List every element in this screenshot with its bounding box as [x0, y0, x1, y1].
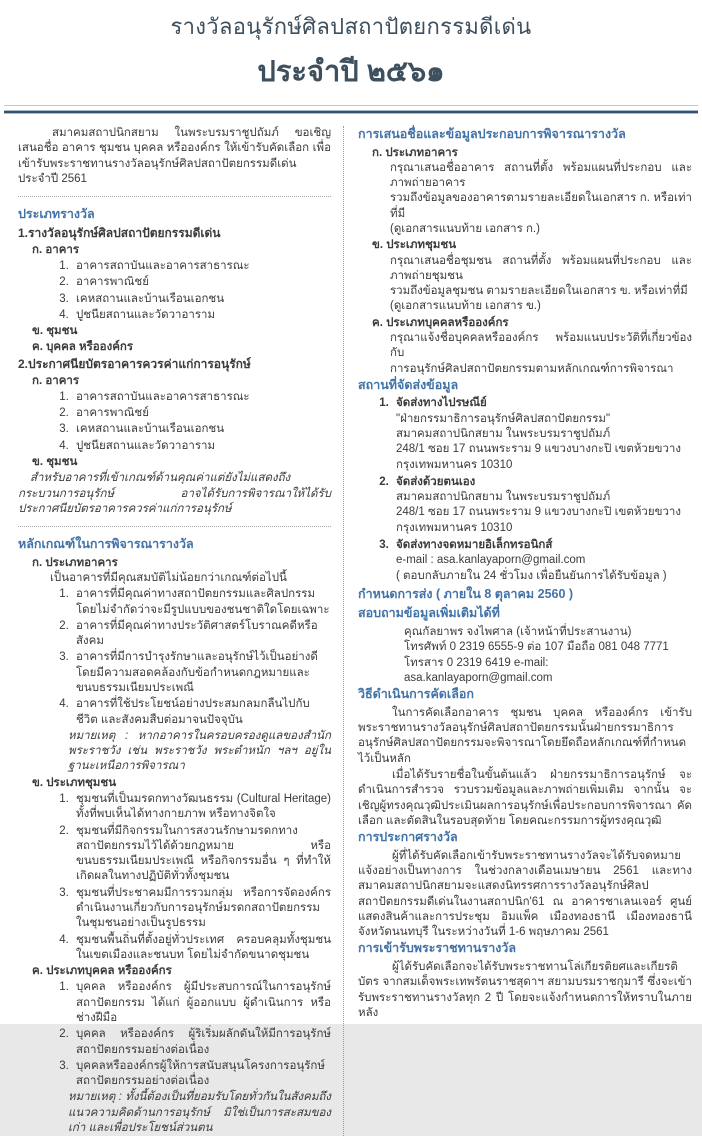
two-column-body: [0, 114, 702, 1136]
section-heading-contact: สอบถามข้อมูลเพิ่มเติมได้ที่: [358, 606, 500, 621]
text-line: รวมถึงข้อมูลของอาคารตามรายละเอียดในเอกสาร ก. หรือเท่าที่มี: [390, 192, 692, 220]
text-line: กรุงเทพมหานคร 10310: [396, 521, 513, 534]
list-item: 2. อาคารพาณิชย์: [72, 406, 331, 421]
section-separator: [18, 526, 331, 527]
criteria-a-lead: เป็นอาคารที่มีคุณสมบัติไม่น้อยกว่าเกณฑ์ต่อไปนี้: [50, 572, 287, 585]
section-heading-announcement: การประกาศรางวัล: [358, 830, 458, 845]
intro-paragraph: สมาคมสถาปนิกสยาม ในพระบรมราชูปถัมภ์ ขอเชิญเสนอชื่อ อาคาร ชุมชน บุคคล หรือองค์กร ให้เข้ารับคัดเลือก เพื่อเข้ารับพระราชทานรางวัลอนุรักษ์ศิลปสถาปัตยกรรมดีเด่น ประจำปี 2561: [18, 127, 331, 185]
right-column: [343, 126, 692, 1136]
award-group1-a-list: [54, 259, 331, 323]
section-heading-submission: สถานที่จัดส่งข้อมูล: [358, 377, 459, 392]
contact-fax-email: โทรสาร 0 2319 6419 e-mail: asa.kanlayaporn@gmail.com: [404, 656, 553, 684]
text-line: 248/1 ซอย 17 ถนนพระราม 9 แขวงบางกะปิ เขตห้วยขวาง: [396, 443, 682, 456]
criteria-b-list: [54, 792, 331, 963]
contact-person: คุณกัลยาพร จงไพศาล (เจ้าหน้าที่ประสานงาน): [404, 626, 632, 639]
text-line: ( ตอบกลับภายใน 24 ชั่วโมง เพื่อยืนยันการได้รับข้อมูล ): [396, 569, 667, 582]
text-line: กรุณาแจ้งชื่อบุคคลหรือองค์กร พร้อมแนบประวัติที่เกี่ยวข้องกับ: [390, 332, 692, 360]
list-item: 2. บุคคล หรือองค์กร ผู้ริเริ่มผลักดันให้มีการอนุรักษ์สถาปัตยกรรมอย่างต่อเนื่อง: [72, 1027, 331, 1058]
header-divider-light-line: [4, 105, 698, 106]
submission-item: [392, 538, 692, 584]
list-item: 4. ปูชนียสถานและวัดวาอาราม: [72, 308, 331, 323]
document-header: [0, 0, 702, 114]
text-line: (ดูเอกสารแนบท้าย เอกสาร ข.): [390, 300, 541, 313]
section-heading-selection: วิธีดำเนินการคัดเลือก: [358, 687, 474, 702]
award-group1-a-label: ก. อาคาร: [32, 243, 80, 256]
section-heading-royal-award: การเข้ารับพระราชทานรางวัล: [358, 941, 516, 956]
award-group1-b-label: ข. ชุมชน: [32, 325, 78, 338]
text-line: รวมถึงข้อมูลชุมชน ตามรายละเอียดในเอกสาร ข. หรือเท่าที่มี: [390, 285, 688, 298]
list-item: 2. อาคารที่มีคุณค่าทางประวัติศาสตร์โบราณคดีหรือสังคม: [72, 619, 331, 650]
submission-item: [392, 396, 692, 472]
royal-award-paragraph: ผู้ได้รับคัดเลือกจะได้รับพระราชทานโล่เกียรติยศและเกียรติบัตร จากสมเด็จพระเทพรัตนราชสุดาฯ สยามบรมราชกุมารี ซึ่งจะเข้ารับพระราชทานรางวัลทุก 2 ปี โดยจะแจ้งกำหนดการให้ทราบในภายหลัง: [358, 961, 692, 1019]
award-group2-title: 2.ประกาศนียบัตรอาคารควรค่าแก่การอนุรักษ์: [18, 356, 251, 371]
text-line: กรุณาเสนอชื่ออาคาร สถานที่ตั้ง พร้อมแผนที่ประกอบ และภาพถ่ายอาคาร: [390, 161, 692, 190]
award-group1-c-label: ค. บุคคล หรือองค์กร: [32, 341, 134, 354]
list-item: 4. ชุมชนพื้นถิ่นที่ตั้งอยู่ทั่วประเทศ ครอบคลุมทั้งชุมชนในเขตเมืองและชนบท โดยไม่จำกัดขนาดชุมชน: [72, 933, 331, 964]
text-line: การอนุรักษ์ศิลปสถาปัตยกรรมตามหลักเกณฑ์การพิจารณา: [390, 362, 674, 375]
text-line: สมาคมสถาปนิกสยาม ในพระบรมราชูปถัมภ์: [396, 491, 611, 504]
section-separator: [18, 196, 331, 197]
criteria-c-list: [54, 980, 331, 1089]
nomination-a-label: ก. ประเภทอาคาร: [372, 146, 458, 159]
contact-block: [404, 625, 692, 686]
left-column: [18, 126, 343, 1136]
criteria-a-label: ก. ประเภทอาคาร: [32, 556, 118, 569]
award-group2-a-list: [54, 390, 331, 454]
submission-list: [376, 396, 692, 583]
criteria-c-label: ค. ประเภทบุคคล หรือองค์กร: [32, 965, 172, 978]
contact-phone: โทรศัพท์ 0 2319 6555-9 ต่อ 107 มือถือ 081 048 7771: [404, 641, 669, 654]
header-divider: [4, 105, 698, 114]
section-heading-nomination: การเสนอชื่อและข้อมูลประกอบการพิจารณารางวัล: [358, 127, 626, 141]
list-item: 1. อาคารสถาบันและอาคารสาธารณะ: [72, 259, 331, 274]
nomination-c-label: ค. ประเภทบุคคลหรือองค์กร: [372, 316, 509, 329]
list-item: 3. เคหสถานและบ้านเรือนเอกชน: [72, 422, 331, 437]
list-item: 3. ชุมชนที่ประชาคมมีการรวมกลุ่ม หรือการจัดองค์กร ดำเนินงานเกี่ยวกับการอนุรักษ์มรดกสถาปัตยกรรมในชุมชนอย่างเป็นรูปธรรม: [72, 886, 331, 932]
list-item: 1. บุคคล หรือองค์กร ผู้มีประสบการณ์ในการอนุรักษ์สถาปัตยกรรม ได้แก่ ผู้ออกแบบ ผู้ดำเนินการ หรือช่างฝีมือ: [72, 980, 331, 1026]
list-item: 3. เคหสถานและบ้านเรือนเอกชน: [72, 292, 331, 307]
text-line: สมาคมสถาปนิกสยาม ในพระบรมราชูปถัมภ์: [396, 428, 611, 441]
list-item: 1. อาคารสถาบันและอาคารสาธารณะ: [72, 390, 331, 405]
submission-item: [392, 475, 692, 536]
award-group2-a-label: ก. อาคาร: [32, 374, 80, 387]
selection-paragraph-1: ในการคัดเลือกอาคาร ชุมชน บุคคล หรือองค์กร เข้ารับพระราชทานรางวัลอนุรักษ์ศิลปสถาปัตยกรรมนั้นฝ่ายกรรมาธิการอนุรักษ์ศิลปสถาปัตยกรรมจะพิจารณาโดยยึดถือหลักเกณฑ์ที่กำหนดไว้เป็นหลัก: [358, 706, 692, 765]
page-title: รางวัลอนุรักษ์ศิลปสถาปัตยกรรมดีเด่น: [170, 14, 532, 39]
nomination-b-body: [390, 254, 692, 315]
nomination-a-body: [390, 161, 692, 237]
criteria-b-label: ข. ประเภทชุมชน: [32, 776, 117, 789]
list-item: 2. ชุมชนที่มีกิจกรรมในการสงวนรักษามรดกทางสถาปัตยกรรมไว้ได้ด้วยกฎหมาย หรือขนบธรรมเนียมประเพณี หรือกิจกรรมอื่น ๆ ที่ทำให้เกิดผลในทางปฏิบัติทั่วทั้งชุมชน: [72, 824, 331, 885]
list-item: 4. อาคารที่ใช้ประโยชน์อย่างประสมกลมกลืนไปกับชีวิต และสังคมสืบต่อมาจนปัจจุบัน: [72, 697, 331, 728]
list-item: 1. ชุมชนที่เป็นมรดกทางวัฒนธรรม (Cultural Heritage) ทั้งที่พบเห็นได้ทางกายภาพ หรือทางจิตใจ: [72, 792, 331, 823]
award-group2-b-label: ข. ชุมชน: [32, 456, 78, 469]
list-item: 3. อาคารที่มีการบำรุงรักษาและอนุรักษ์ไว้เป็นอย่างดี โดยมีความสอดคล้องกับข้อกำหนดกฎหมายและขนบธรรมเนียมประเพณี: [72, 650, 331, 696]
section-heading-deadline: กำหนดการส่ง ( ภายใน 8 ตุลาคม 2560 ): [358, 586, 574, 601]
announcement-paragraph: ผู้ที่ได้รับคัดเลือกเข้ารับพระราชทานรางวัลจะได้รับจดหมายแจ้งอย่างเป็นทางการ ในช่วงกลางเดือนเมษายน 2561 และทางสมาคมสถาปนิกสยามจะแสดงนิทรรศการรางวัลอนุรักษ์ศิลปสถาปัตยกรรมดีเด่นในงานสถาปนิก'61 ณ อาคารชาเลนเจอร์ ศูนย์แสดงสินค้าและการประชุม อิมแพ็ค เมืองทองธานี เมืองทองธานี จังหวัดนนทบุรี ในระหว่างวันที่ 1-6 พฤษภาคม 2561: [358, 849, 692, 939]
text-line: "ฝ่ายกรรมาธิการอนุรักษ์ศิลปสถาปัตยกรรม": [396, 412, 611, 425]
list-item: 1. อาคารที่มีคุณค่าทางสถาปัตยกรรมและศิลปกรรม โดยไม่จำกัดว่าจะมีรูปแบบของชนชาติใดโดยเฉพาะ: [72, 587, 331, 618]
award-group2-note: สำหรับอาคารที่เข้าเกณฑ์ด้านคุณค่าแต่ยังไม่แสดงถึงกระบวนการอนุรักษ์ อาจได้รับการพิจารณาให้ได้รับประกาศนียบัตรอาคารควรค่าแก่การอนุรักษ์: [18, 472, 331, 515]
list-item: 4. ปูชนียสถานและวัดวาอาราม: [72, 439, 331, 454]
criteria-a-note: หมายเหตุ : หากอาคารในครอบครองดูแลของสำนักพระราชวัง เช่น พระราชวัง พระตำหนัก ฯลฯ อยู่ในฐานะเหนือการพิจารณา: [68, 729, 331, 773]
nomination-b-label: ข. ประเภทชุมชน: [372, 239, 457, 252]
submission-item-label: 3. จัดส่งทางจดหมายอิเล็กทรอนิกส์: [396, 539, 553, 551]
submission-item-label: 2. จัดส่งด้วยตนเอง: [396, 475, 476, 488]
criteria-c-note: หมายเหตุ : ทั้งนี้ต้องเป็นที่ยอมรับโดยทั่วกันในสังคมถึงแนวความคิดด้านการอนุรักษ์ มิใช่เป็นการสะสมของเก่า และเพื่อประโยชน์ส่วนตน: [68, 1091, 331, 1134]
section-heading-award-types: ประเภทรางวัล: [18, 207, 95, 222]
text-line: กรุณาเสนอชื่อชุมชน สถานที่ตั้ง พร้อมแผนที่ประกอบ และภาพถ่ายชุมชน: [390, 254, 692, 282]
selection-paragraph-2: เมื่อได้รับรายชื่อในขั้นต้นแล้ว ฝ่ายกรรมาธิการอนุรักษ์ จะดำเนินการสำรวจ รวบรวมข้อมูลและภาพถ่ายเพิ่มเติม จากนั้น จะเชิญผู้ทรงคุณวุฒิประเมินผลการอนุรักษ์เพื่อประกอบการพิจารณา คัดเลือก และตัดสินในรอบสุดท้าย โดยคณะกรรมการผู้ทรงคุณวุฒิ: [358, 768, 692, 827]
submission-item-label: 1. จัดส่งทางไปรษณีย์: [396, 397, 487, 410]
text-line: กรุงเทพมหานคร 10310: [396, 458, 513, 471]
list-item: 3. บุคคลหรือองค์กรผู้ให้การสนับสนุนโครงการอนุรักษ์สถาปัตยกรรมอย่างต่อเนื่อง: [72, 1059, 331, 1090]
award-group1-title: 1.รางวัลอนุรักษ์ศิลปสถาปัตยกรรมดีเด่น: [18, 225, 221, 240]
nomination-c-body: [390, 331, 692, 377]
list-item: 2. อาคารพาณิชย์: [72, 275, 331, 290]
section-heading-criteria: หลักเกณฑ์ในการพิจารณารางวัล: [18, 537, 194, 552]
page-title-year: ประจำปี ๒๕๖๑: [257, 56, 445, 88]
criteria-a-list: [54, 587, 331, 728]
email-line: e-mail : asa.kanlayaporn@gmail.com: [396, 554, 586, 567]
text-line: (ดูเอกสารแนบท้าย เอกสาร ก.): [390, 223, 540, 236]
text-line: 248/1 ซอย 17 ถนนพระราม 9 แขวงบางกะปิ เขตห้วยขวาง: [396, 506, 682, 519]
